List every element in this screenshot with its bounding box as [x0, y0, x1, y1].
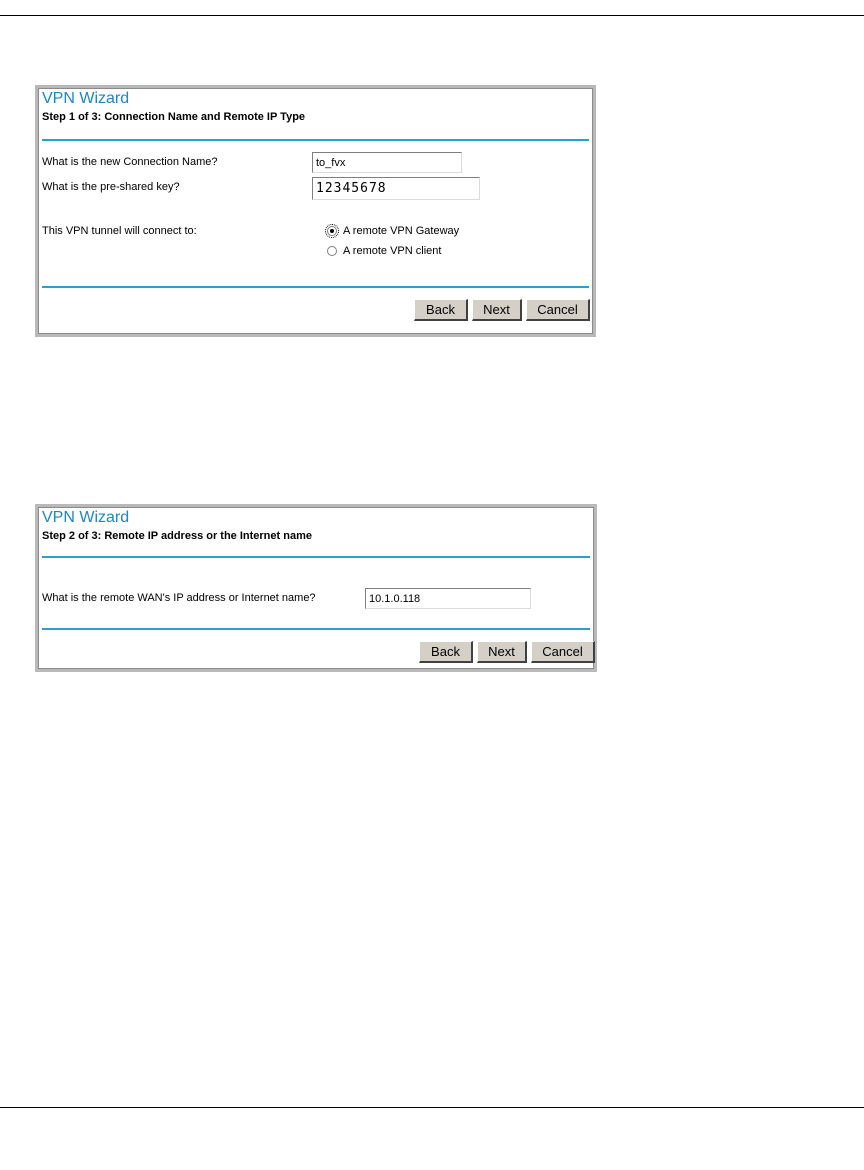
vpn-wizard-step1-panel — [35, 85, 596, 337]
header-divider — [42, 139, 589, 141]
header-divider — [42, 556, 590, 558]
connection-name-label: What is the new Connection Name? — [42, 156, 218, 168]
page-top-rule — [0, 15, 864, 16]
wizard-step-heading: Step 2 of 3: Remote IP address or the Internet name — [42, 530, 312, 542]
vpn-wizard-step2-panel — [35, 504, 597, 672]
radio-remote-vpn-gateway[interactable] — [327, 225, 459, 237]
radio-label: A remote VPN Gateway — [343, 225, 460, 237]
page-bottom-rule — [0, 1107, 864, 1108]
radio-button-selected[interactable] — [327, 226, 337, 236]
next-button[interactable]: Next — [477, 641, 527, 663]
footer-divider — [42, 286, 589, 288]
remote-address-label: What is the remote WAN's IP address or Internet name? — [42, 592, 316, 604]
radio-button[interactable] — [327, 246, 337, 256]
psk-input[interactable] — [312, 177, 480, 200]
wizard-step-heading: Step 1 of 3: Connection Name and Remote IP Type — [42, 111, 306, 123]
cancel-button[interactable]: Cancel — [531, 641, 595, 663]
wizard-title: VPN Wizard — [42, 90, 130, 107]
wizard-title: VPN Wizard — [42, 509, 130, 526]
next-button[interactable]: Next — [472, 299, 522, 321]
radio-remote-vpn-client[interactable] — [327, 245, 441, 257]
radio-label: A remote VPN client — [343, 245, 442, 257]
connection-name-input[interactable] — [312, 152, 462, 173]
back-button[interactable]: Back — [414, 299, 468, 321]
psk-label: What is the pre-shared key? — [42, 181, 180, 193]
cancel-button[interactable]: Cancel — [526, 299, 590, 321]
back-button[interactable]: Back — [419, 641, 473, 663]
footer-divider — [42, 628, 590, 630]
remote-address-input[interactable] — [365, 588, 531, 609]
tunnel-target-label: This VPN tunnel will connect to: — [42, 225, 197, 237]
